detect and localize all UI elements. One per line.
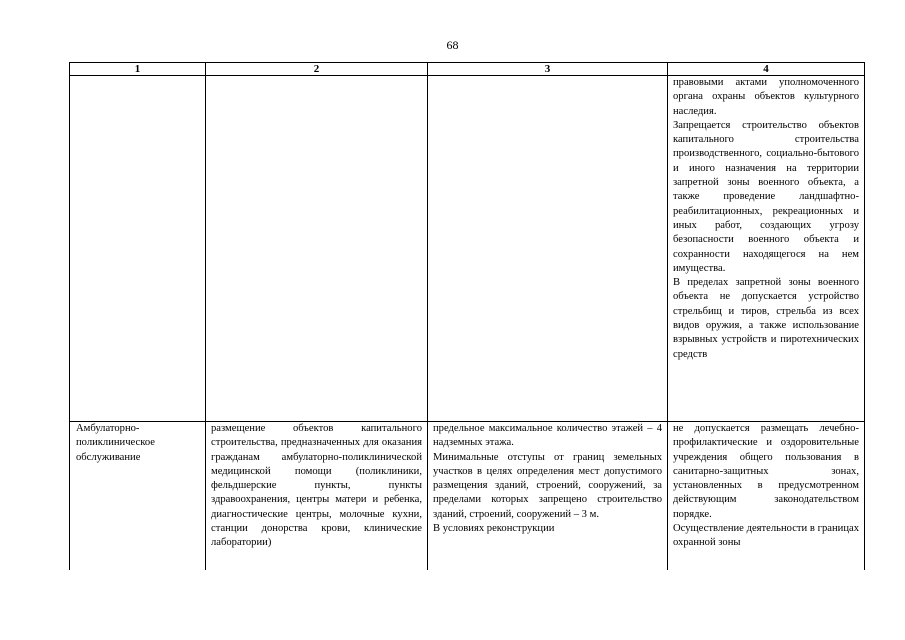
restriction-text: Запрещается строительство объектов капитального строительства производственного, социально-бытового и иного назначения на территории запретной зоны военного объекта, а также проведение ландшафтно-реабилитационных, рекреационных и иных работ, создающих угрозу безопасности военного объекта и сохранности находящегося на нем имущества. [673,119,859,274]
parameter-text: В условиях реконструкции [433,523,555,535]
header-col-2: 2 [206,63,428,76]
table-row-outpatient [70,422,865,571]
table-row-continuation [70,76,865,422]
cell-land-use-type [70,422,206,571]
parameter-text: Минимальные отступы от границ земельных участков в целях определения мест допустимого размещения зданий, строений, сооружений, за пределами которых запрещено строительство зданий, строений, сооружений – 3 м. [433,451,662,520]
zoning-regulations-table [69,62,865,570]
restriction-text: правовыми актами уполномоченного органа охраны объектов культурного наследия. [673,77,859,117]
cell-parameters [428,422,668,571]
parameter-text: предельное максимальное количество этажей – 4 надземных этажа. [433,423,662,449]
cell-continuation-col4 [668,76,865,422]
restriction-text: Осуществление деятельности в границах охранной зоны [673,523,859,549]
cell-use-description [206,422,428,571]
cell-continuation-col3 [428,76,668,422]
use-description-text: размещение объектов капитального строительства, предназначенных для оказания гражданам амбулаторно-поликлинической медицинской помощи (поликлиники, фельдшерские пункты, пункты здравоохранения, центры матери и ребенка, диагностические центры, молочные кухни, станции донорства крови, клинические лаборатории) [211,423,422,549]
cell-continuation-col2 [206,76,428,422]
header-row [70,63,865,76]
cell-restrictions [668,422,865,571]
cell-continuation-col1 [70,76,206,422]
header-col-1: 1 [70,63,206,76]
header-col-3: 3 [428,63,668,76]
restriction-text: не допускается размещать лечебно-профилактические и оздоровительные учреждения общего пользования в санитарно-защитных зонах, установленных в предусмотренном действующим законодательством порядке. [673,423,859,520]
land-use-type-text: Амбулаторно-поликлиническое обслуживание [76,423,155,463]
header-col-4: 4 [668,63,865,76]
page-number: 68 [446,38,459,52]
restriction-text: В пределах запретной зоны военного объекта не допускается устройство стрельбищ и тиров, стрельба из всех видов оружия, а также использование взрывных устройств и пиротехнических средств [673,277,859,360]
